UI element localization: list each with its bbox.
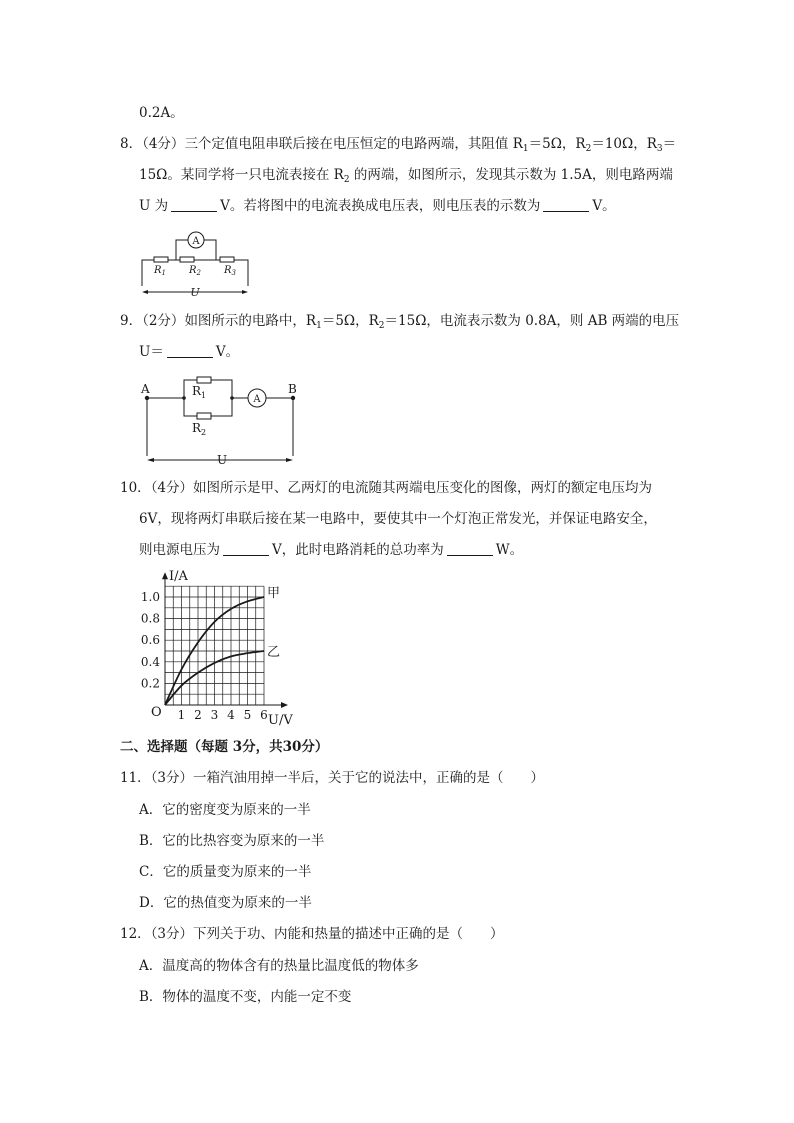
option-key: A． xyxy=(139,958,163,974)
q8-text: 三个定值电阻串联后接在电压恒定的电路两端，其阻值 R xyxy=(184,136,523,152)
x-tick-label: 2 xyxy=(194,708,202,722)
q9-text: V。 xyxy=(215,344,240,360)
q8-score: （4分） xyxy=(142,136,185,152)
r1-label: R xyxy=(192,384,202,398)
q8-text: ＝ xyxy=(662,136,677,152)
q11-stem xyxy=(120,768,544,788)
q8-number: 8． xyxy=(120,136,143,152)
q10-line3 xyxy=(139,540,523,560)
subscript: 1 xyxy=(316,321,322,331)
q9-text: ＝15Ω，电流表示数为 0.8A，则 AB 两端的电压 xyxy=(384,313,680,329)
answer-blank[interactable] xyxy=(167,344,213,358)
iv-graph xyxy=(135,568,305,728)
voltage-label: U xyxy=(190,286,200,299)
q9-text: U＝ xyxy=(139,344,164,360)
q11-text: 一箱汽油用掉一半后，关于它的说法中，正确的是（ ） xyxy=(193,770,545,786)
option-text: 它的质量变为原来的一半 xyxy=(162,864,312,880)
option-key: A． xyxy=(139,802,163,818)
q11-option-c[interactable] xyxy=(139,862,311,882)
r3-label: R xyxy=(224,265,232,276)
q7-tail: 0.2A。 xyxy=(139,105,184,121)
q8-text: ＝10Ω，R xyxy=(591,136,657,152)
subscript: 2 xyxy=(378,321,385,331)
svg-text:R1 xyxy=(153,265,166,277)
x-axis-arrow xyxy=(281,702,288,708)
y-tick-label: 0.4 xyxy=(140,654,160,669)
q12-text: 下列关于功、内能和热量的描述中正确的是（ ） xyxy=(193,926,504,942)
q8-line2 xyxy=(139,165,673,190)
subscript: 2 xyxy=(343,175,350,185)
series-label: 乙 xyxy=(267,645,281,660)
q9-text: ＝5Ω，R xyxy=(321,313,379,329)
r1-label: R xyxy=(154,265,162,276)
q8-text: U 为 xyxy=(139,198,169,214)
answer-blank[interactable] xyxy=(543,198,589,212)
subscript: 2 xyxy=(196,269,201,277)
option-key: D． xyxy=(139,895,164,911)
q11-option-d[interactable] xyxy=(139,893,312,913)
q8-line3 xyxy=(139,196,616,216)
q8-circuit-diagram xyxy=(138,226,254,298)
x-tick-label: 1 xyxy=(177,708,186,722)
node-a-label: A xyxy=(141,382,150,396)
q12-option-a[interactable] xyxy=(139,956,419,976)
q8-line1 xyxy=(120,134,676,159)
x-axis-label: U/V xyxy=(268,713,293,728)
q10-score: （4分） xyxy=(150,480,194,496)
subscript: 2 xyxy=(585,144,592,154)
q12-score: （3分） xyxy=(150,926,194,942)
subscript: 1 xyxy=(161,269,166,277)
q9-text: 如图所示的电路中，R xyxy=(184,313,317,329)
q8-text: V。若将图中的电流表换成电压表，则电压表的示数为 xyxy=(220,198,541,214)
svg-text:R3 xyxy=(223,265,237,277)
q10-line2: 6V，现将两灯串联后接在某一电路中，要使其中一个灯泡正常发光，并保证电路安全， xyxy=(139,511,657,527)
q10-number: 10． xyxy=(120,480,151,496)
svg-text:R2 xyxy=(188,265,202,277)
option-key: B． xyxy=(139,989,163,1005)
q11-score: （3分） xyxy=(150,770,194,786)
q8-text: 的两端，如图所示，发现其示数为 1.5A，则电路两端 xyxy=(349,167,673,183)
q10-text: W。 xyxy=(495,542,524,558)
option-text: 物体的温度不变，内能一定不变 xyxy=(162,989,352,1005)
x-tick-label: 6 xyxy=(260,708,268,722)
q12-option-b[interactable] xyxy=(139,987,351,1007)
option-key: C． xyxy=(139,864,163,880)
y-tick-label: 0.6 xyxy=(140,633,160,648)
q9-number: 9． xyxy=(120,313,143,329)
q12-number: 12． xyxy=(120,926,151,942)
y-tick-label: 0.8 xyxy=(140,611,160,626)
subscript: 2 xyxy=(201,428,207,437)
option-key: B． xyxy=(139,833,163,849)
q10-text: 如图所示是甲、乙两灯的电流随其两端电压变化的图像，两灯的额定电压均为 xyxy=(193,480,653,496)
series-label: 甲 xyxy=(267,586,281,601)
q10-text: 则电源电压为 xyxy=(139,542,220,558)
y-tick-label: 0.2 xyxy=(140,676,160,691)
ammeter-label: A xyxy=(192,236,200,247)
option-text: 它的热值变为原来的一半 xyxy=(163,895,312,911)
q11-number: 11． xyxy=(120,770,151,786)
subscript: 1 xyxy=(522,144,529,154)
q12-stem xyxy=(120,924,504,944)
option-text: 它的比热容变为原来的一半 xyxy=(162,833,325,849)
origin-label: O xyxy=(151,705,162,720)
option-text: 它的密度变为原来的一半 xyxy=(162,802,311,818)
answer-blank[interactable] xyxy=(447,542,493,556)
q8-text: ＝5Ω，R xyxy=(528,136,586,152)
x-tick-label: 5 xyxy=(243,708,252,722)
option-text: 温度高的物体含有的热量比温度低的物体多 xyxy=(162,958,419,974)
subscript: 1 xyxy=(201,391,207,400)
r2-label: R xyxy=(192,421,202,435)
q8-text: V。 xyxy=(592,198,616,214)
svg-text:R1 xyxy=(192,384,206,400)
q9-circuit-diagram xyxy=(138,378,304,468)
q10-text: V，此时电路消耗的总功率为 xyxy=(272,542,444,558)
q9-line2 xyxy=(139,342,239,362)
y-axis-label: I/A xyxy=(169,569,188,585)
y-tick-label: 1.0 xyxy=(140,590,160,604)
q8-text: 15Ω。某同学将一只电流表接在 R xyxy=(139,167,344,183)
y-axis-arrow xyxy=(162,572,168,579)
x-tick-label: 3 xyxy=(210,708,219,722)
subscript: 3 xyxy=(656,144,663,154)
x-tick-label: 4 xyxy=(227,708,235,722)
ammeter-label: A xyxy=(253,394,261,405)
r2-label: R xyxy=(189,265,197,276)
svg-text:R2 xyxy=(192,421,206,437)
q11-option-a[interactable] xyxy=(139,800,311,820)
section-title: 二、选择题（每题 3分，共30分） xyxy=(120,739,329,755)
q10-line1 xyxy=(120,478,652,498)
node-b-label: B xyxy=(288,382,297,396)
voltage-label: U xyxy=(216,453,228,467)
answer-blank[interactable] xyxy=(223,542,269,556)
answer-blank[interactable] xyxy=(171,198,217,212)
q9-score: （2分） xyxy=(142,313,185,329)
q11-option-b[interactable] xyxy=(139,831,324,851)
q9-line1 xyxy=(120,311,679,336)
subscript: 3 xyxy=(231,269,236,277)
